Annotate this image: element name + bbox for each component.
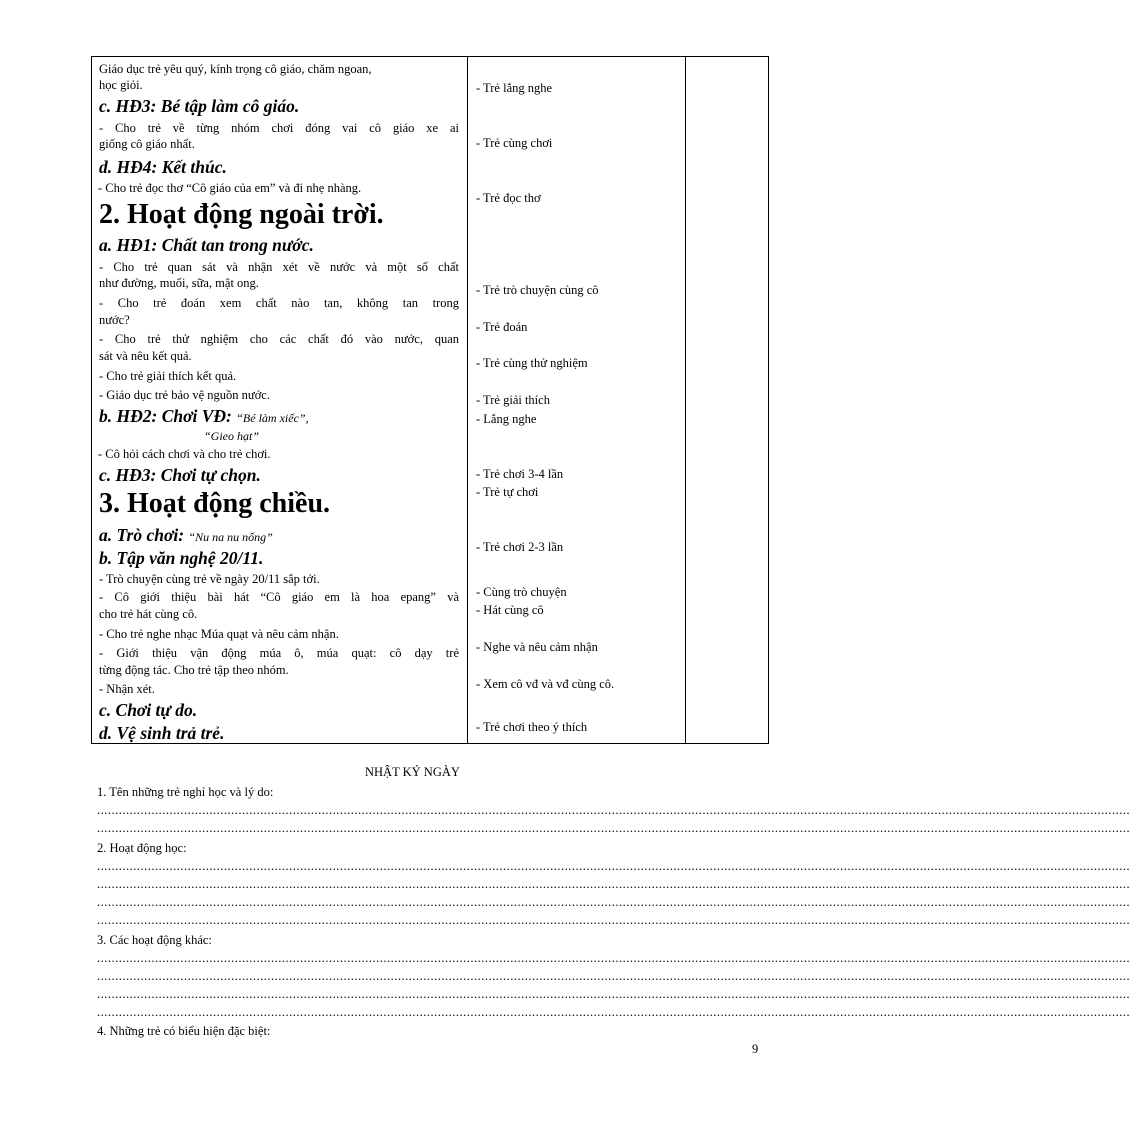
part-heading: 3. Hoạt động chiều. bbox=[99, 488, 331, 519]
dotted-line: ............................................................................................................................................................................................................................................................................................. bbox=[97, 859, 1130, 873]
lesson-plan-table bbox=[91, 56, 769, 744]
text-line: - Trẻ tự chơi bbox=[476, 485, 539, 499]
text-line: - Trẻ cùng thử nghiệm bbox=[476, 356, 588, 370]
section-heading-label: b. HĐ2: Chơi VĐ: bbox=[99, 406, 232, 426]
text-line: - Cho trẻ đọc thơ “Cô giáo của em” và đi nhẹ nhàng. bbox=[98, 181, 362, 195]
section-heading: d. Vệ sinh trả trẻ. bbox=[99, 723, 225, 743]
text-line: cho trẻ hát cùng cô. bbox=[99, 607, 198, 621]
text-line: - Trẻ đoán bbox=[476, 320, 528, 334]
text-line: - Trẻ cùng chơi bbox=[476, 136, 553, 150]
text-line: - Trẻ chơi 2-3 lần bbox=[476, 540, 564, 554]
text-line: - Trẻ trò chuyện cùng cô bbox=[476, 283, 599, 297]
text-line: - Giới thiệu vận động múa ô, múa quạt: cô dạy trẻ bbox=[99, 646, 459, 660]
text-line: học giỏi. bbox=[99, 78, 143, 92]
dotted-line: ............................................................................................................................................................................................................................................................................................. bbox=[97, 803, 1130, 817]
section-heading bbox=[99, 406, 309, 428]
text-line: sát và nêu kết quả. bbox=[99, 349, 192, 363]
dotted-line: ............................................................................................................................................................................................................................................................................................. bbox=[97, 821, 1130, 835]
text-line: nước? bbox=[99, 313, 130, 327]
text-line: như đường, muối, sữa, mật ong. bbox=[99, 276, 259, 290]
text-line: - Cho trẻ về từng nhóm chơi đóng vai cô giáo xe ai bbox=[99, 121, 459, 135]
text-line: - Cho trẻ quan sát và nhận xét về nước và một số chất bbox=[99, 260, 459, 274]
dotted-line: ............................................................................................................................................................................................................................................................................................. bbox=[97, 969, 1130, 983]
text-line: - Giáo dục trẻ bảo vệ nguồn nước. bbox=[99, 388, 270, 402]
text-line: - Trẻ chơi theo ý thích bbox=[476, 720, 588, 734]
text-line: - Trò chuyện cùng trẻ về ngày 20/11 sắp tới. bbox=[99, 572, 320, 586]
section-heading: b. Tập văn nghệ 20/11. bbox=[99, 548, 264, 568]
diary-question: 2. Hoạt động học: bbox=[97, 841, 187, 855]
game-name: “Bé làm xiếc”, bbox=[236, 411, 309, 425]
text-line: giống cô giáo nhất. bbox=[99, 137, 195, 151]
section-heading bbox=[99, 525, 273, 547]
section-heading: d. HĐ4: Kết thúc. bbox=[99, 157, 227, 177]
text-line: - Nghe và nêu cảm nhận bbox=[476, 640, 598, 654]
diary-title: NHẬT KÝ NGÀY bbox=[365, 765, 460, 779]
dotted-line: ............................................................................................................................................................................................................................................................................................. bbox=[97, 987, 1130, 1001]
text-line: - Xem cô vđ và vđ cùng cô. bbox=[476, 677, 615, 691]
diary-question: 3. Các hoạt động khác: bbox=[97, 933, 212, 947]
text-line: - Cho trẻ đoán xem chất nào tan, không tan trong bbox=[99, 296, 459, 310]
activity-column bbox=[92, 57, 468, 743]
text-line: - Trẻ đọc thơ bbox=[476, 191, 541, 205]
text-line: - Nhận xét. bbox=[99, 682, 155, 696]
dotted-line: ............................................................................................................................................................................................................................................................................................. bbox=[97, 877, 1130, 891]
section-heading-label: a. Trò chơi: bbox=[99, 525, 185, 545]
text-line: - Cô giới thiệu bài hát “Cô giáo em là hoa epang” và bbox=[99, 590, 459, 604]
game-name: “Nu na nu nống” bbox=[188, 530, 273, 544]
dotted-line: ............................................................................................................................................................................................................................................................................................. bbox=[97, 913, 1130, 927]
dotted-line: ............................................................................................................................................................................................................................................................................................. bbox=[97, 1005, 1130, 1019]
section-heading: c. HĐ3: Bé tập làm cô giáo. bbox=[99, 96, 300, 116]
text-line: - Trẻ giải thích bbox=[476, 393, 550, 407]
dotted-line: ............................................................................................................................................................................................................................................................................................. bbox=[97, 895, 1130, 909]
child-activity-column bbox=[468, 57, 686, 743]
text-line: - Cho trẻ giải thích kết quả. bbox=[99, 369, 237, 383]
game-name: “Gieo hạt” bbox=[204, 429, 260, 443]
text-line: từng động tác. Cho trẻ tập theo nhóm. bbox=[99, 663, 289, 677]
text-line: Giáo dục trẻ yêu quý, kính trọng cô giáo, chăm ngoan, bbox=[99, 62, 372, 76]
page-number: 9 bbox=[752, 1042, 759, 1056]
text-line: - Lắng nghe bbox=[476, 412, 537, 426]
text-line: - Trẻ chơi 3-4 lần bbox=[476, 467, 564, 481]
text-line: - Trẻ lắng nghe bbox=[476, 81, 553, 95]
text-line: - Cho trẻ nghe nhạc Múa quạt và nêu cảm nhận. bbox=[99, 627, 339, 641]
section-heading: c. Chơi tự do. bbox=[99, 700, 198, 720]
text-line: - Cho trẻ thử nghiệm cho các chất đó vào nước, quan bbox=[99, 332, 459, 346]
text-line: - Hát cùng cô bbox=[476, 603, 544, 617]
notes-column bbox=[686, 57, 768, 743]
text-line: - Cùng trò chuyện bbox=[476, 585, 567, 599]
dotted-line: ............................................................................................................................................................................................................................................................................................. bbox=[97, 951, 1130, 965]
section-heading: a. HĐ1: Chất tan trong nước. bbox=[99, 235, 314, 255]
part-heading: 2. Hoạt động ngoài trời. bbox=[99, 199, 384, 230]
diary-question: 1. Tên những trẻ nghỉ học và lý do: bbox=[97, 785, 274, 799]
text-line: - Cô hỏi cách chơi và cho trẻ chơi. bbox=[98, 447, 271, 461]
diary-question: 4. Những trẻ có biểu hiện đặc biệt: bbox=[97, 1024, 271, 1038]
section-heading: c. HĐ3: Chơi tự chọn. bbox=[99, 465, 261, 485]
